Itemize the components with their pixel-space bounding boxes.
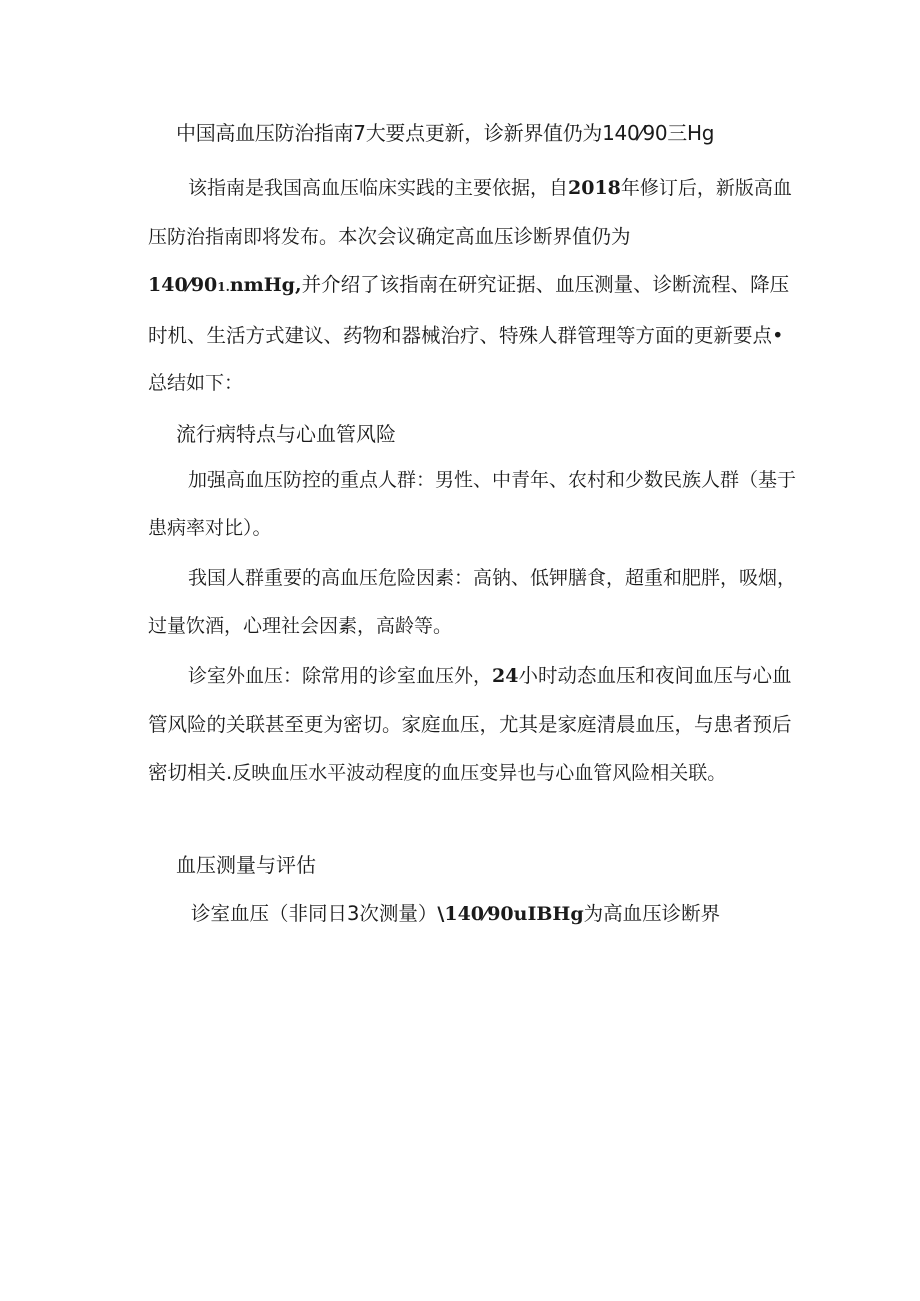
- intro-paragraph: [148, 165, 798, 408]
- epidemiology-paragraph-3: [148, 652, 798, 798]
- section-heading-epidemiology: 流行病特点与心血管风险: [176, 422, 396, 446]
- intro-text-5: 总结如下：: [148, 372, 244, 394]
- intro-text-4: 并介绍了该指南在研究证据、血压测量、诊断流程、降压时机、生活方式建议、药物和器械治疗、特殊人群管理等方面的更新要点•: [148, 273, 790, 347]
- epidemiology-hours: 24: [492, 665, 519, 687]
- section-heading-measurement: 血压测量与评估: [176, 853, 316, 877]
- epidemiology-text-3a: 诊室外血压：除常用的诊室血压外，: [188, 665, 493, 687]
- measurement-text-2: 为高血压诊断界: [583, 902, 721, 925]
- epidemiology-text-2: 我国人群重要的高血压危险因素：高钠、低钾膳食，超重和肥胖，吸烟，过量饮酒，心理社会因素，高龄等。: [148, 567, 797, 637]
- epidemiology-text-3b: 小时动态血压和夜间血压与心血管风险的关联甚至更为密切。家庭血压，尤其是家庭清晨血压，与患者预后密切相关.: [148, 664, 792, 784]
- epidemiology-paragraph-1: [148, 457, 798, 552]
- measurement-unit: uIBHg: [513, 903, 584, 925]
- intro-text-1: 该指南是我国高血压临床实践的主要依据，自: [188, 177, 569, 199]
- intro-unit: nmHg,: [229, 274, 302, 296]
- document-title: 中国高血压防治指南7大要点更新，诊新界值仍为140⁄90三Hg: [176, 121, 715, 145]
- intro-text-3: 本次会议确定高血压诊断界值仍为: [338, 224, 631, 248]
- measurement-threshold: \140⁄90: [437, 903, 514, 925]
- intro-threshold-sub: 1.: [217, 280, 230, 294]
- epidemiology-text-3c: 反映血压水平波动程度的血压变异也与心血管风险相关联。: [232, 762, 727, 784]
- intro-threshold: 140⁄90: [148, 274, 218, 296]
- epidemiology-paragraph-2: [148, 555, 798, 650]
- measurement-line: [191, 899, 720, 929]
- intro-text-2: 年修订后，新版高血压防治指南即将发布。: [148, 177, 792, 248]
- measurement-text-1: 诊室血压（非同日3次测量）: [191, 902, 438, 925]
- intro-year: 2018: [568, 177, 621, 199]
- epidemiology-text-1: 加强高血压防控的重点人群：男性、中青年、农村和少数民族人群（基于患病率对比）。: [148, 469, 797, 539]
